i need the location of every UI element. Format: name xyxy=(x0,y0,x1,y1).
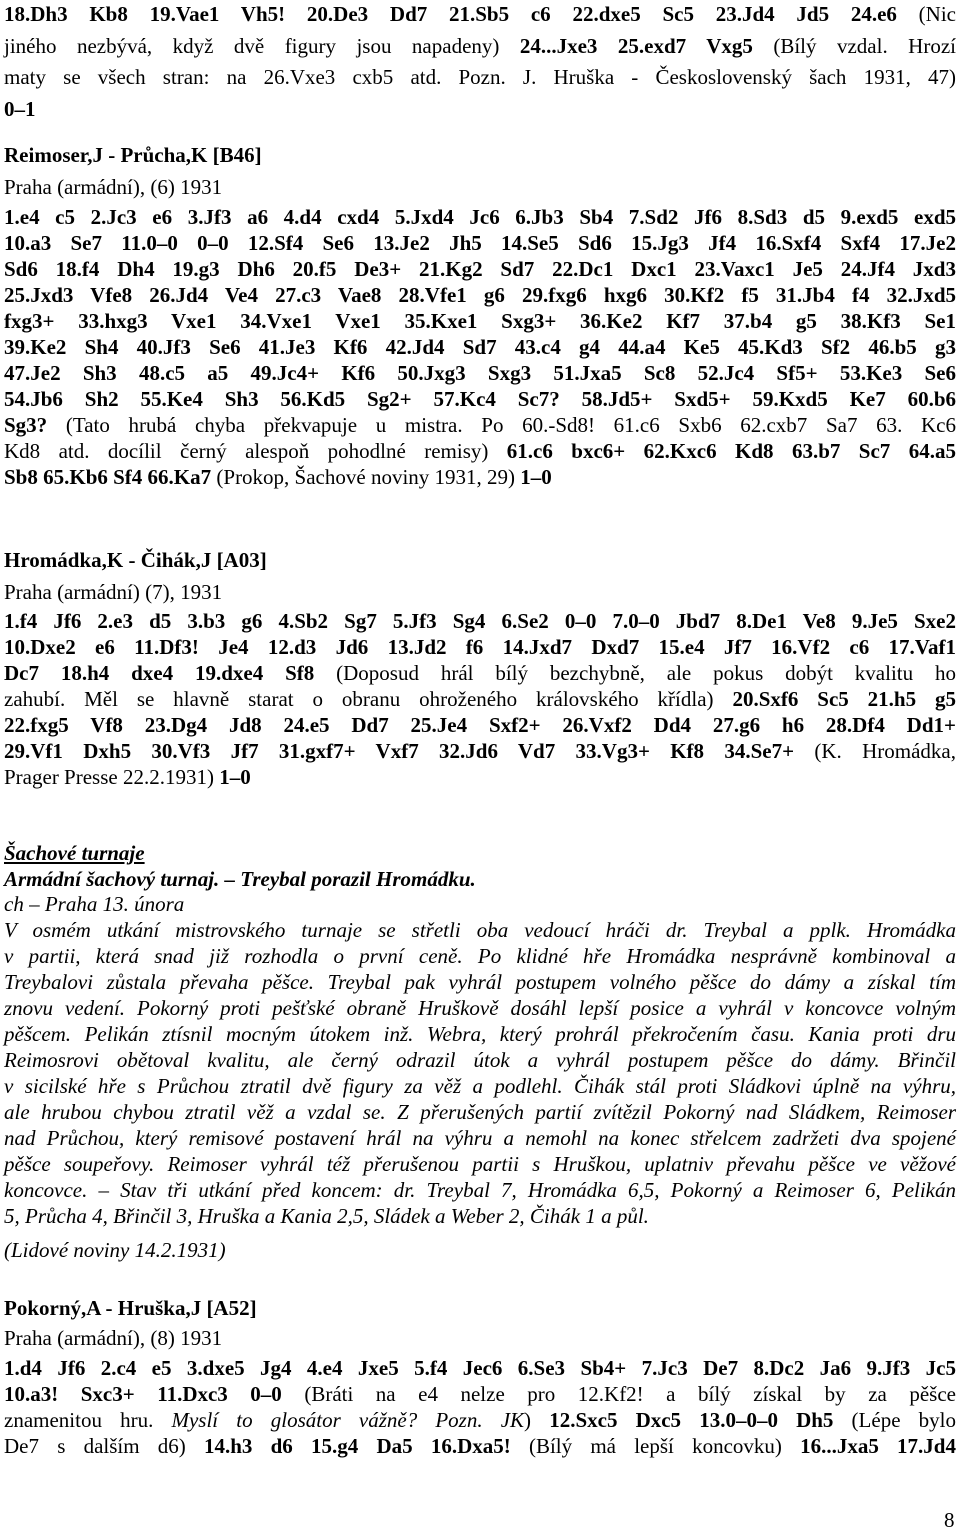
g4-line xyxy=(4,1434,956,1459)
g2-line xyxy=(4,387,956,412)
g2-line xyxy=(4,231,956,256)
text-run: De7 s dalším d6) xyxy=(4,1434,204,1458)
art-line: v partii, která snad již rozhodla o první ceně. Po klidné hře Hromádka nesprávně kombinoval a xyxy=(4,944,956,968)
text-run: 61.c6 bxc6+ 62.Kxc6 Kd8 63.b7 Sc7 64.a5 xyxy=(506,439,956,463)
text-run: 1.d4 Jf6 2.c4 e5 3.dxe5 Jg4 4.e4 Jxe5 5.f4 Jec6 6.Se3 Sb4+ 7.Jc3 De7 8.Dc2 Ja6 9.Jf3 Jc5 xyxy=(4,1356,956,1380)
g1-line xyxy=(4,65,956,90)
text-run: Myslí to glosátor vážně? Pozn. JK xyxy=(171,1408,525,1432)
g3-line xyxy=(4,713,956,738)
g2-line xyxy=(4,439,956,464)
g2-line xyxy=(4,309,956,334)
g1-line xyxy=(4,2,956,27)
art-line: Treybalovi zůstala převaha pěšce. Treybal pak vyhrál postupem volného pěšce do dámy a získal tím xyxy=(4,970,956,994)
g2-line xyxy=(4,465,956,490)
text-run: 1.f4 Jf6 2.e3 d5 3.b3 g6 4.Sb2 Sg7 5.Jf3 Sg4 6.Se2 0–0 7.0–0 Jbd7 8.De1 Ve8 9.Je5 Sxe2 xyxy=(4,609,956,633)
text-run: (K. Hromádka, xyxy=(794,739,956,763)
text-run: (Prokop, Šachové noviny 1931, 29) xyxy=(211,465,521,489)
text-run: Dc7 18.h4 dxe4 19.dxe4 Sf8 xyxy=(4,661,315,685)
art-line: pěšce soupeřovy. Reimoser vyhrál též přerušenou partii s Hruškou, uplatniv převahu pěšce ve věžové xyxy=(4,1152,956,1176)
text-run: 12.Sxc5 Dxc5 13.0–0–0 Dh5 xyxy=(549,1408,834,1432)
g2-line xyxy=(4,283,956,308)
text-run: jiného nezbývá, když dvě figury jsou napadeny) xyxy=(4,34,520,58)
text-run: 24...Jxe3 25.exd7 Vxg5 xyxy=(519,34,753,58)
art-line: znovu vedení. Pokorný proti pešťské obraně Hruškově dosáhl lepší posice a vyhrál v koncovce volným xyxy=(4,996,956,1020)
text-run: (Lépe bylo xyxy=(833,1408,956,1432)
text-run: 16...Jxa5 17.Jd4 xyxy=(800,1434,956,1458)
game-event-hromadka-cihak: Praha (armádní) (7), 1931 xyxy=(4,580,223,604)
text-run: 1–0 xyxy=(520,465,552,489)
article-dateline: ch – Praha 13. února xyxy=(4,892,185,916)
text-run: znamenitou hru. xyxy=(4,1408,172,1432)
text-run: 39.Ke2 Sh4 40.Jf3 Se6 41.Je3 Kf6 42.Jd4 Sd7 43.c4 g4 44.a4 Ke5 45.Kd3 Sf2 46.b5 g3 xyxy=(4,335,956,359)
text-run: 1–0 xyxy=(219,765,251,789)
text-run: 1.e4 c5 2.Jc3 e6 3.Jf3 a6 4.d4 cxd4 5.Jxd4 Jc6 6.Jb3 Sb4 7.Sd2 Jf6 8.Sd3 d5 9.exd5 exd5 xyxy=(4,205,956,229)
text-run: Kd8 atd. docílil černý alespoň pohodlné remisy) xyxy=(4,439,507,463)
text-run: (Bílý má lepší koncovku) xyxy=(510,1434,801,1458)
g4-line xyxy=(4,1382,956,1407)
text-run: (Doposud hrál bílý bezchybně, ale pokus dobýt kvalitu ho xyxy=(314,661,956,685)
article-headline: Armádní šachový turnaj. – Treybal porazil Hromádku. xyxy=(4,867,476,891)
text-run: Sb8 65.Kb6 Sf4 66.Ka7 xyxy=(4,465,212,489)
text-run: 14.h3 d6 15.g4 Da5 16.Dxa5! xyxy=(203,1434,511,1458)
text-run: 47.Je2 Sh3 48.c5 a5 49.Jc4+ Kf6 50.Jxg3 Sxg3 51.Jxa5 Sc8 52.Jc4 Sf5+ 53.Ke3 Se6 xyxy=(4,361,956,385)
art-line: nad Průchou, který remisové postavení hrál na výhru a nemohl na konec střelcem zadržeti dva spojené xyxy=(4,1126,956,1150)
text-run: 29.Vf1 Dxh5 30.Vf3 Jf7 31.gxf7+ Vxf7 32.Jd6 Vd7 33.Vg3+ Kf8 34.Se7+ xyxy=(4,739,795,763)
article-source: (Lidové noviny 14.2.1931) xyxy=(4,1238,226,1262)
g4-line xyxy=(4,1356,956,1381)
text-run: (Nic xyxy=(896,2,956,26)
text-run: 18.Dh3 Kb8 19.Vae1 Vh5! 20.De3 Dd7 21.Sb5 c6 22.dxe5 Sc5 23.Jd4 Jd5 24.e6 xyxy=(4,2,897,26)
text-run: (Tato hrubá chyba překvapuje u mistra. Po 60.-Sd8! 61.c6 Sxb6 62.cxb7 Sa7 63. Kc6 xyxy=(47,413,956,437)
text-run: (Bílý vzdal. Hrozí xyxy=(752,34,956,58)
text-run: Sd6 18.f4 Dh4 19.g3 Dh6 20.f5 De3+ 21.Kg2 Sd7 22.Dc1 Dxc1 23.Vaxc1 Je5 24.Jf4 Jxd3 xyxy=(4,257,956,281)
text-run: Sg3? xyxy=(4,413,48,437)
text-run: maty se všech stran: na 26.Vxe3 cxb5 atd. Pozn. J. Hruška - Československý šach 1931, 47) xyxy=(4,65,956,89)
art-line: pěšcem. Pelikán ztísnil mocným útokem inž. Webra, který prohrál překročením času. Kania proti dru xyxy=(4,1022,956,1046)
g3-line xyxy=(4,661,956,686)
text-run: 10.a3 Se7 11.0–0 0–0 12.Sf4 Se6 13.Je2 Jh5 14.Se5 Sd6 15.Jg3 Jf4 16.Sxf4 Sxf4 17.Je2 xyxy=(4,231,956,255)
g2-line xyxy=(4,205,956,230)
text-run: ) xyxy=(524,1408,550,1432)
g2-line xyxy=(4,257,956,282)
text-run: (Bráti na e4 nelze pro 12.Kf2! a bílý získal by za pěšce xyxy=(281,1382,956,1406)
game-event-pokorny-hruska: Praha (armádní), (8) 1931 xyxy=(4,1326,223,1350)
art-line: V osmém utkání mistrovského turnaje se střetli oba vedoucí hráči dr. Treybal a pplk. Hromádka xyxy=(4,918,956,942)
g2-line xyxy=(4,335,956,360)
g1-line xyxy=(4,97,956,122)
game-event-reimoser-prucha: Praha (armádní), (6) 1931 xyxy=(4,175,223,199)
text-run: Prager Presse 22.2.1931) xyxy=(4,765,220,789)
g3-line xyxy=(4,609,956,634)
page-number: 8 xyxy=(944,1508,955,1532)
section-title: Šachové turnaje xyxy=(4,841,145,865)
text-run: 10.Dxe2 e6 11.Df3! Je4 12.d3 Jd6 13.Jd2 f6 14.Jxd7 Dxd7 15.e4 Jf7 16.Vf2 c6 17.Vaf1 xyxy=(4,635,956,659)
game-header-reimoser-prucha: Reimoser,J - Průcha,K [B46] xyxy=(4,143,262,167)
g1-line xyxy=(4,34,956,59)
art-line: 5, Průcha 4, Břinčil 3, Hruška a Kania 2,5, Sládek a Weber 2, Čihák 1 a půl. xyxy=(4,1204,649,1228)
text-run: fxg3+ 33.hxg3 Vxe1 34.Vxe1 Vxe1 35.Kxe1 Sxg3+ 36.Ke2 Kf7 37.b4 g5 38.Kf3 Se1 xyxy=(4,309,956,333)
text-run: 20.Sxf6 Sc5 21.h5 g5 xyxy=(732,687,957,711)
text-run: 22.fxg5 Vf8 23.Dg4 Jd8 24.e5 Dd7 25.Je4 Sxf2+ 26.Vxf2 Dd4 27.g6 h6 28.Df4 Dd1+ xyxy=(4,713,956,737)
art-line: Reimosrovi obětoval kvalitu, ale černý odrazil útok a vyhrál postupem pěšce do dámy. Břinčil xyxy=(4,1048,956,1072)
g3-line xyxy=(4,765,956,790)
text-run: 0–1 xyxy=(4,97,36,121)
g2-line xyxy=(4,413,956,438)
g3-line xyxy=(4,739,956,764)
text-run: 10.a3! Sxc3+ 11.Dxc3 0–0 xyxy=(4,1382,282,1406)
g2-line xyxy=(4,361,956,386)
art-line: v sicilské hře s Průchou ztratil dvě figury za věž a podlehl. Čihák stál proti Sládkovi úplně na výhru, xyxy=(4,1074,956,1098)
g4-line xyxy=(4,1408,956,1433)
game-header-hromadka-cihak: Hromádka,K - Čihák,J [A03] xyxy=(4,548,267,572)
text-run: 25.Jxd3 Vfe8 26.Jd4 Ve4 27.c3 Vae8 28.Vfe1 g6 29.fxg6 hxg6 30.Kf2 f5 31.Jb4 f4 32.Jxd5 xyxy=(4,283,956,307)
game-header-pokorny-hruska: Pokorný,A - Hruška,J [A52] xyxy=(4,1296,257,1320)
art-line: ale hrubou chybou ztratil věž a vzdal se. Z přerušených partií zvítězil Pokorný nad Sládkem, Reimoser xyxy=(4,1100,956,1124)
g3-line xyxy=(4,687,956,712)
text-run: 54.Jb6 Sh2 55.Ke4 Sh3 56.Kd5 Sg2+ 57.Kc4 Sc7? 58.Jd5+ Sxd5+ 59.Kxd5 Ke7 60.b6 xyxy=(4,387,956,411)
g3-line xyxy=(4,635,956,660)
text-run: zahubí. Měl se hlavně starat o obranu ohroženého královského křídla) xyxy=(4,687,733,711)
art-line: koncovce. – Stav tři utkání před koncem: dr. Treybal 7, Hromádka 6,5, Pokorný a Reimoser 6, Pelikán xyxy=(4,1178,956,1202)
